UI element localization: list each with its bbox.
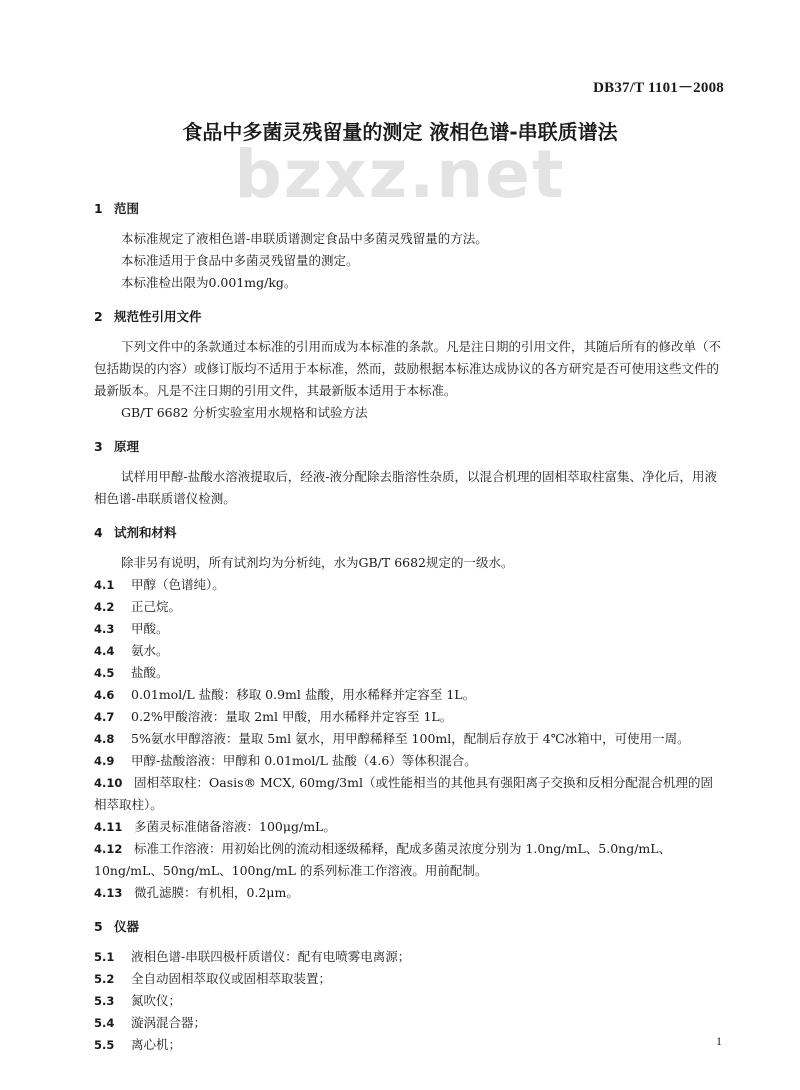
section-number: 5 [94,919,103,934]
item-number: 4.5 [94,666,115,680]
document-body [94,186,724,1056]
item-text: 0.2%甲酸溶液：量取 2ml 甲酸，用水稀释并定容至 1L。 [131,709,453,724]
list-item [94,750,724,772]
section-title: 试剂和材料 [114,525,177,540]
item-text: 甲醇-盐酸溶液：甲醇和 0.01mol/L 盐酸（4.6）等体积混合。 [131,753,477,768]
paragraph: 本标准检出限为0.001mg/kg。 [121,275,297,290]
item-number: 4.12 [94,842,123,856]
list-item [94,706,724,728]
item-number: 4.2 [94,600,115,614]
list-item [94,684,724,706]
watermark: bzxz.net [234,136,566,213]
item-number: 4.3 [94,622,115,636]
item-text: 甲醇（色谱纯）。 [131,577,225,592]
section-number: 4 [94,525,103,540]
list-item [94,1012,724,1034]
item-text: 离心机； [131,1037,182,1052]
paragraph: 下列文件中的条款通过本标准的引用而成为本标准的条款。凡是注日期的引用文件，其随后所有的修改单（不包括勘误的内容）或修订版均不适用于本标准，然而，鼓励根据本标准达成协议的各方研究是否可使用这些文件的最新版本。凡是不注日期的引用文件，其最新版本适用于本标准。 [94,339,722,398]
item-text: 正己烷。 [131,599,182,614]
list-item [94,662,724,684]
list-item [94,816,724,838]
section-number: 3 [94,439,103,454]
item-text: 氨水。 [131,643,169,658]
item-number: 5.5 [94,1038,115,1052]
item-number: 4.7 [94,710,115,724]
reference-entry: GB/T 6682 分析实验室用水规格和试验方法 [121,405,368,420]
list-item [94,574,724,596]
item-text: 液相色谱-串联四极杆质谱仪：配有电喷雾电离源； [131,949,411,964]
item-number: 4.13 [94,886,123,900]
paragraph: 本标准规定了液相色谱-串联质谱测定食品中多菌灵残留量的方法。 [121,231,488,246]
item-text: 固相萃取柱：Oasis® MCX, 60mg/3ml（或性能相当的其他具有强阳离子交换和反相分配混合机理的固相萃取柱）。 [94,775,713,812]
page-number: 1 [716,1034,722,1048]
item-number: 4.4 [94,644,115,658]
item-text: 标准工作溶液：用初始比例的流动相逐级稀释，配成多菌灵浓度分别为 1.0ng/mL、5.0ng/mL、10ng/mL、50ng/mL、100ng/mL 的系列标准工作溶液。用前配制。 [94,841,672,878]
item-text: 盐酸。 [131,665,169,680]
section-number: 1 [94,201,103,216]
item-text: 全自动固相萃取仪或固相萃取装置； [131,971,332,986]
list-item [94,728,724,750]
list-item [94,882,724,904]
document-code: DB37/T 1101－2008 [593,80,724,96]
item-number: 4.6 [94,688,115,702]
item-text: 漩涡混合器； [131,1015,207,1030]
list-item [94,596,724,618]
list-item [94,946,724,968]
section-title: 原理 [114,439,140,454]
paragraph: 除非另有说明，所有试剂均为分析纯，水为GB/T 6682规定的一级水。 [121,555,514,570]
item-text: 0.01mol/L 盐酸：移取 0.9ml 盐酸，用水稀释并定容至 1L。 [131,687,476,702]
list-item [94,640,724,662]
item-number: 4.8 [94,732,115,746]
section-title: 规范性引用文件 [114,309,202,324]
document-title: 食品中多菌灵残留量的测定 液相色谱-串联质谱法 [182,120,618,144]
item-text: 氮吹仪； [131,993,182,1008]
section-heading-reagents [94,524,724,542]
paragraph: 本标准适用于食品中多菌灵残留量的测定。 [121,253,359,268]
item-text: 微孔滤膜：有机相，0.2μm。 [134,885,299,900]
item-number: 4.9 [94,754,115,768]
section-heading-normative-references [94,308,724,326]
list-item [94,618,724,640]
list-item [94,968,724,990]
item-text: 5%氨水甲醇溶液：量取 5ml 氨水，用甲醇稀释至 100ml，配制后存放于 4℃冰箱中，可使用一周。 [131,731,690,746]
section-heading-scope [94,200,724,218]
item-number: 4.1 [94,578,115,592]
item-number: 5.4 [94,1016,115,1030]
section-title: 范围 [114,201,140,216]
list-item [94,772,724,816]
list-item [94,1034,724,1056]
paragraph: 试样用甲醇-盐酸水溶液提取后，经液-液分配除去脂溶性杂质，以混合机理的固相萃取柱富集、净化后，用液相色谱-串联质谱仪检测。 [94,469,717,506]
item-number: 5.3 [94,994,115,1008]
section-number: 2 [94,309,103,324]
list-item [94,838,724,882]
section-heading-principle [94,438,724,456]
item-text: 多菌灵标准储备溶液：100μg/mL。 [134,819,336,834]
list-item [94,990,724,1012]
item-number: 5.1 [94,950,115,964]
item-number: 5.2 [94,972,115,986]
item-number: 4.11 [94,820,123,834]
section-title: 仪器 [114,919,140,934]
item-text: 甲酸。 [131,621,169,636]
item-number: 4.10 [94,776,123,790]
section-heading-apparatus [94,918,724,936]
